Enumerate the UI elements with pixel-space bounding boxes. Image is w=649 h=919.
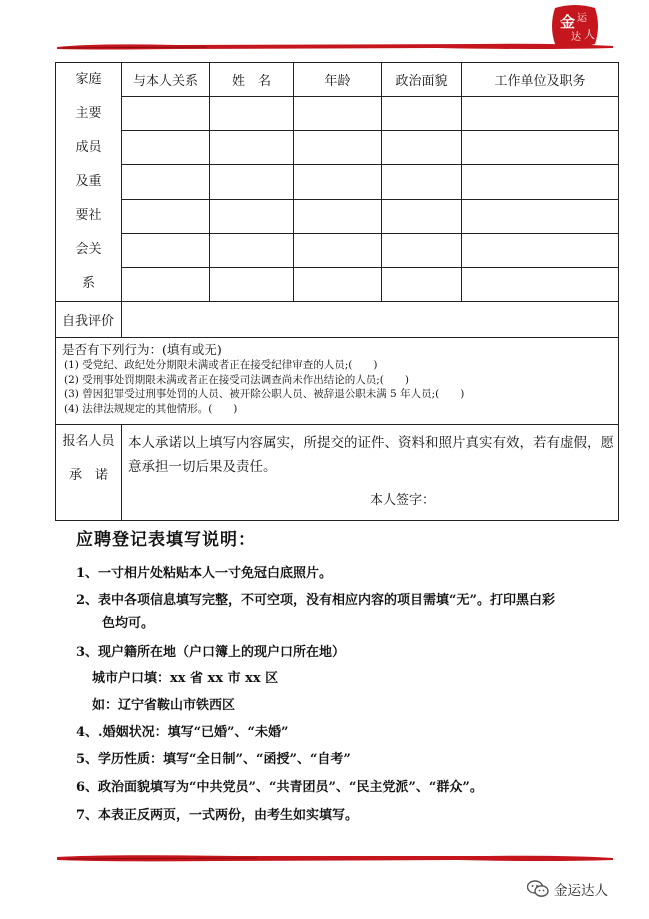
instruction-item: 6、政治面貌填写为“中共党员”、“共青团员”、“民主党派”、“群众”。 [76,780,483,795]
instruction-item-continued: 色均可。 [102,616,155,631]
instruction-item: 4、.婚姻状况：填写“已婚”、“未婚” [76,725,289,740]
instruction-item: 1、一寸相片处粘贴本人一寸免冠白底照片。 [76,566,333,581]
behavior-option[interactable]: (1) 受党纪、政纪处分期限未满或者正在接受纪律审查的人员;( ) [64,359,378,371]
instruction-item: 3、现户籍所在地（户口簿上的现户口所在地） [76,645,346,660]
column-header-name: 姓 名 [210,63,294,97]
family-member-cell[interactable] [122,97,210,131]
pledge-content [122,425,619,521]
family-member-row [56,267,619,301]
family-member-cell[interactable] [122,199,210,233]
signature-label[interactable]: 本人签字： [370,493,436,508]
family-member-cell[interactable] [122,131,210,165]
family-member-cell[interactable] [294,267,382,301]
column-header-age: 年龄 [294,63,382,97]
family-member-cell[interactable] [382,233,462,267]
family-member-row [56,199,619,233]
bottom-divider-stroke [57,853,613,863]
family-label-line: 要社 [75,208,102,223]
family-label-line: 会关 [75,242,102,257]
svg-text:金: 金 [560,13,576,31]
instructions-section [76,524,596,823]
family-member-cell[interactable] [210,131,294,165]
family-member-cell[interactable] [382,131,462,165]
family-member-row [56,233,619,267]
instruction-subitem: 如：辽宁省鞍山市铁西区 [92,698,236,713]
family-label-line: 主要 [75,106,102,121]
family-member-cell[interactable] [210,199,294,233]
family-member-cell[interactable] [462,199,619,233]
footer-watermark [527,877,608,901]
family-member-cell[interactable] [294,97,382,131]
pledge-label [56,425,122,521]
family-member-cell[interactable] [382,199,462,233]
family-member-cell[interactable] [122,233,210,267]
column-header-relation: 与本人关系 [122,63,210,97]
pledge-label-line1: 报名人员 [62,434,115,449]
column-header-political-status: 政治面貌 [382,63,462,97]
family-member-cell[interactable] [462,233,619,267]
family-member-cell[interactable] [462,165,619,199]
family-label-line: 系 [81,276,95,291]
family-member-cell[interactable] [462,97,619,131]
family-label-line: 家庭 [75,72,102,87]
family-member-cell[interactable] [462,267,619,301]
instruction-item: 7、本表正反两页，一式两份，由考生如实填写。 [76,808,359,823]
family-member-cell[interactable] [122,165,210,199]
family-member-row [56,165,619,199]
family-member-cell[interactable] [294,165,382,199]
family-member-cell[interactable] [122,267,210,301]
family-member-cell[interactable] [462,131,619,165]
family-member-row [56,97,619,131]
watermark-text: 金运达人 [554,883,608,899]
family-member-cell[interactable] [210,97,294,131]
instructions-title: 应聘登记表填写说明： [76,530,256,550]
svg-text:运: 运 [577,13,587,24]
instruction-item: 5、学历性质：填写“全日制”、“函授”、“自考” [76,752,351,767]
behavior-declaration-section [56,338,619,425]
behavior-option[interactable]: (2) 受刑事处罚期限未满或者正在接受司法调查尚未作出结论的人员;( ) [64,373,409,386]
family-member-cell[interactable] [210,233,294,267]
svg-text:达: 达 [571,32,581,43]
family-member-cell[interactable] [294,233,382,267]
family-member-cell[interactable] [294,131,382,165]
top-divider-stroke [57,41,613,51]
family-label-line: 成员 [75,140,102,155]
pledge-text: 本人承诺以上填写内容属实，所提交的证件、资料和照片真实有效，若有虚假，愿意承担一切后果及责任。 [128,435,614,475]
family-member-cell[interactable] [294,199,382,233]
family-member-cell[interactable] [210,165,294,199]
family-member-cell[interactable] [382,97,462,131]
behavior-option[interactable]: (4) 法律法规规定的其他情形。( ) [64,402,238,415]
wechat-icon [527,880,549,898]
family-label-line: 及重 [75,174,102,189]
registration-form-table [55,62,619,521]
behavior-question: 是否有下列行为：(填有或无) [62,342,222,357]
pledge-label-line2: 承 诺 [68,468,108,483]
svg-text:人: 人 [584,28,595,41]
instruction-item: 2、表中各项信息填写完整，不可空项，没有相应内容的项目需填“无”。打印黑白彩 [76,593,556,608]
family-section-label [56,63,122,302]
column-header-employer-position: 工作单位及职务 [462,63,619,97]
family-member-cell[interactable] [382,267,462,301]
family-member-cell[interactable] [210,267,294,301]
family-member-row [56,131,619,165]
self-evaluation-field[interactable] [122,302,619,338]
self-evaluation-label: 自我评价 [56,302,122,338]
instruction-subitem: 城市户口填：xx 省 xx 市 xx 区 [92,671,279,686]
behavior-option[interactable]: (3) 曾因犯罪受过刑事处罚的人员、被开除公职人员、被辞退公职未满 5 年人员;( ) [64,388,465,400]
family-member-cell[interactable] [382,165,462,199]
